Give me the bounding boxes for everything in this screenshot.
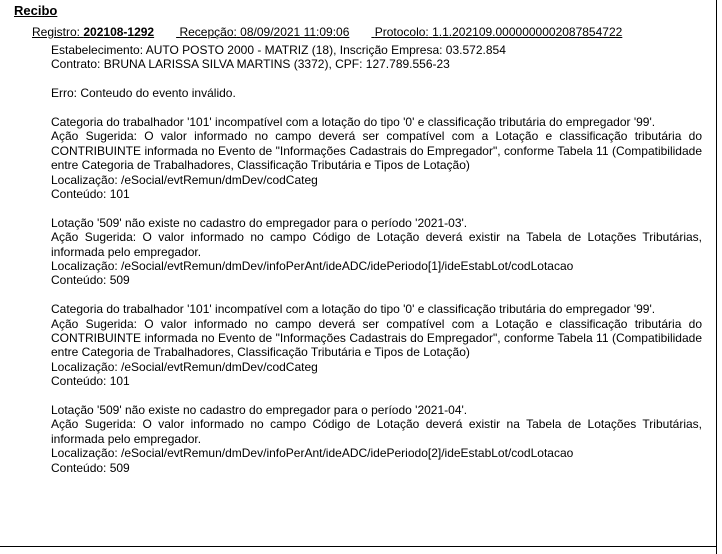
error-item bbox=[51, 403, 702, 475]
error-suggested-action: Ação Sugerida: O valor informado no campo deverá ser compatível com a Lotação e classificação tributária do CONTRIBUINTE informada no Evento de "Informações Cadastrais do Empregador", conforme Tabela 11 (Compatibilidade entre Categoria de Trabalhadores, Classificação Tributária e Tipos de Lotação) bbox=[51, 129, 702, 173]
error-description: Lotação '509' não existe no cadastro do empregador para o período '2021-04'. bbox=[51, 403, 468, 418]
error-item bbox=[51, 302, 702, 388]
error-content: Conteúdo: 101 bbox=[51, 374, 130, 389]
erro-line: Erro: Conteudo do evento inválido. bbox=[51, 86, 236, 101]
error-description: Categoria do trabalhador '101' incompatível com a lotação do tipo '0' e classificação tributária do empregador '99'. bbox=[51, 302, 656, 317]
error-content: Conteúdo: 509 bbox=[51, 273, 130, 288]
protocolo-label: Protocolo: bbox=[374, 25, 429, 39]
estabelecimento-line: Estabelecimento: AUTO POSTO 2000 - MATRIZ (18), Inscrição Empresa: 03.572.854 bbox=[51, 43, 506, 57]
page-title: Recibo bbox=[14, 3, 58, 18]
error-location: Localização: /eSocial/evtRemun/dmDev/infoPerAnt/ideADC/idePeriodo[2]/ideEstabLot/codLotacao bbox=[51, 446, 574, 461]
error-content: Conteúdo: 509 bbox=[51, 460, 130, 475]
protocolo-value: 1.1.202109.0000000002087854722 bbox=[432, 25, 623, 39]
registro-value: 202108-1292 bbox=[83, 25, 155, 39]
error-location: Localização: /eSocial/evtRemun/dmDev/codCateg bbox=[51, 172, 318, 187]
recepcao-value: 08/09/2021 11:09:06 bbox=[240, 25, 350, 39]
error-content: Conteúdo: 101 bbox=[51, 187, 130, 202]
error-suggested-action: Ação Sugerida: O valor informado no campo deverá ser compatível com a Lotação e classificação tributária do CONTRIBUINTE informada no Evento de "Informações Cadastrais do Empregador", conforme Tabela 11 (Compatibilidade entre Categoria de Trabalhadores, Classificação Tributária e Tipos de Lotação) bbox=[51, 316, 702, 360]
error-description: Categoria do trabalhador '101' incompatível com a lotação do tipo '0' e classificação tributária do empregador '99'. bbox=[51, 115, 656, 129]
error-location: Localização: /eSocial/evtRemun/dmDev/infoPerAnt/ideADC/idePeriodo[1]/ideEstabLot/codLotacao bbox=[51, 259, 574, 274]
error-item bbox=[51, 216, 702, 288]
error-suggested-action: Ação Sugerida: O valor informado no campo Código de Lotação deverá existir na Tabela de Lotações Tributárias, informada pelo empregador. bbox=[51, 417, 702, 446]
registro-label: Registro: bbox=[32, 25, 81, 39]
error-item bbox=[51, 115, 702, 201]
error-suggested-action: Ação Sugerida: O valor informado no campo Código de Lotação deverá existir na Tabela de Lotações Tributárias, informada pelo empregador. bbox=[51, 230, 702, 259]
frame-border-bottom bbox=[0, 546, 717, 547]
error-location: Localização: /eSocial/evtRemun/dmDev/codCateg bbox=[51, 359, 318, 374]
frame-border-right bbox=[716, 0, 717, 554]
error-description: Lotação '509' não existe no cadastro do empregador para o período '2021-03'. bbox=[51, 215, 468, 230]
recepcao-label: Recepção: bbox=[179, 25, 237, 39]
registro-line bbox=[32, 25, 622, 39]
contrato-line: Contrato: BRUNA LARISSA SILVA MARTINS (3372), CPF: 127.789.556-23 bbox=[51, 57, 450, 72]
receipt-content bbox=[51, 43, 702, 475]
